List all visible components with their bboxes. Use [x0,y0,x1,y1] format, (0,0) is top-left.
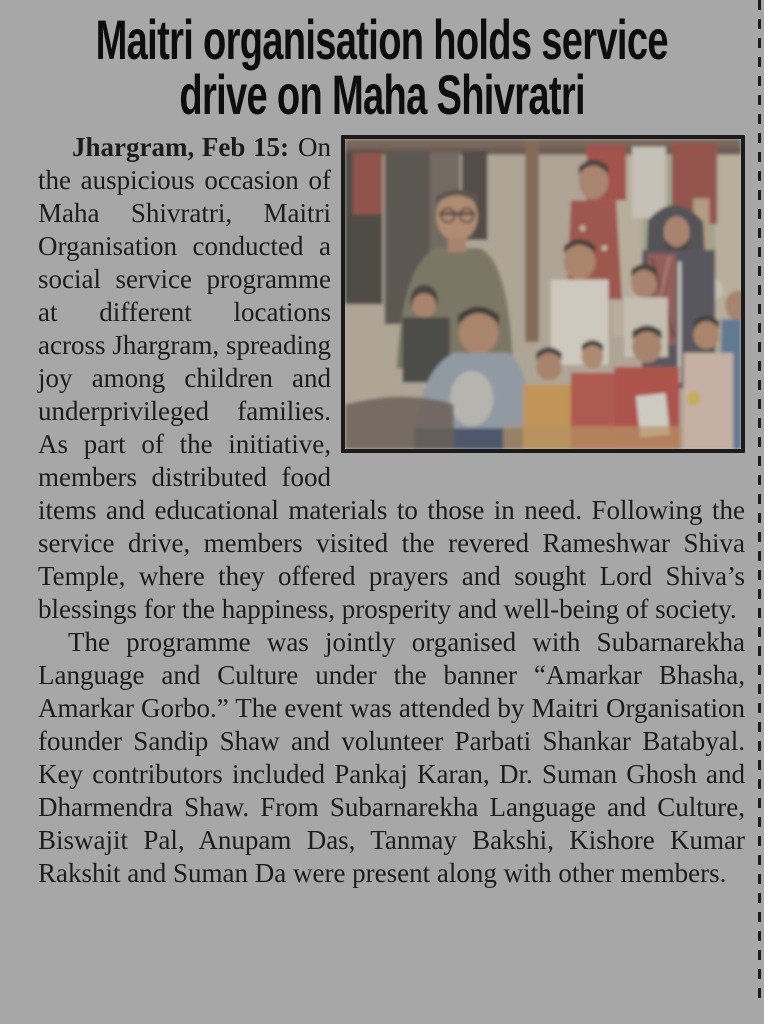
paragraph-2: The programme was jointly organised with Subarnarekha Language and Culture under the banner “Amarkar Bhasha, Amarkar Gorbo.” The event was attended by Maitri Organisation founder Sandip Shaw and volunteer Parbati Shankar Batabyal. Key contributors included Pankaj Karan, Dr. Suman Ghosh and Dharmendra Shaw. From Subarnarekha Language and Culture, Biswajit Pal, Anupam Das, Tanmay Bakshi, Kishore Kumar Rakshit and Suman Da were present along with other members. [38,627,745,888]
article-photo [341,135,745,453]
article-headline [0,0,764,128]
clipping-cut-dashed-edge [758,0,761,1002]
paragraph-1-text: On the auspicious occasion of Maha Shivratri, Maitri Organisation conducted a social service programme at different locations across Jhargram, spreading joy among children and underprivileged families. As part of the initiative, members distributed food items and educational materials to those in need. Following the service drive, members visited the revered Rameshwar Shiva Temple, where they offered prayers and sought Lord Shiva’s blessings for the happiness, prosperity and well-being of society. [38,132,745,624]
service-drive-group-photo-illustration [345,139,741,449]
headline-line-2: drive on Maha Shivratri [179,63,585,126]
headline-line-1: Maitri organisation holds service [95,8,669,71]
dateline: Jhargram, Feb 15: [72,132,289,162]
article-body [0,128,764,890]
